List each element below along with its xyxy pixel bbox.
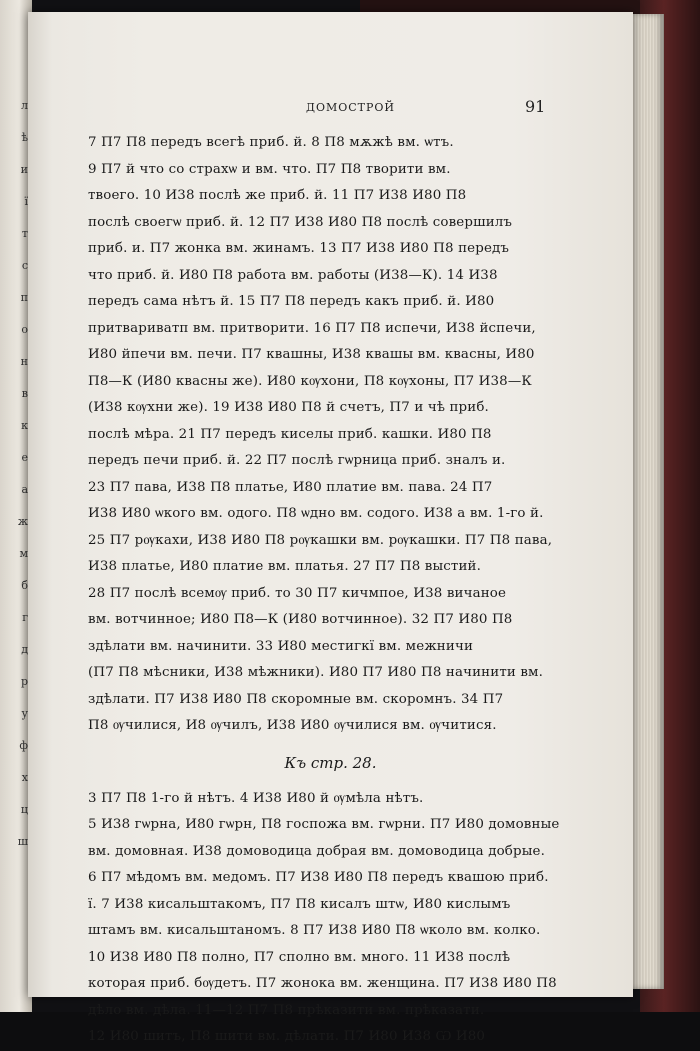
margin-fragment: у xyxy=(21,707,28,720)
margin-fragment: п xyxy=(20,291,28,304)
text-line: П8 ѹчилися, И8 ѹчилъ, И38 И80 ѹчилися вм. ѹчитися. xyxy=(88,718,497,733)
text-line: здѣлати вм. начинити. 33 И80 местигкї вм. межничи xyxy=(88,638,474,654)
text-line: твоего. 10 И38 послѣ же приб. й. 11 П7 И38 И80 П8 xyxy=(88,188,467,203)
margin-fragment: в xyxy=(21,387,28,400)
left-margin-fragments xyxy=(2,90,28,858)
text-line: вм. вотчинное; И80 П8—К (И80 вотчинное). 32 П7 И80 П8 xyxy=(88,612,513,627)
text-line: 10 И38 И80 П8 полно, П7 сполно вм. много. 11 И38 послѣ xyxy=(88,949,511,965)
running-head xyxy=(28,97,633,121)
text-line: И80 йпечи вм. печи. П7 квашны, И38 квашы вм. квасны, И80 xyxy=(88,347,535,362)
text-line: передъ печи приб. й. 22 П7 послѣ гѡрница приб. зналъ и. xyxy=(88,453,506,468)
text-line: 3 П7 П8 1-го й нѣтъ. 4 И38 И80 й ѹмѣла нѣтъ. xyxy=(88,790,424,806)
text-line: приб. и. П7 жонка вм. жинамъ. 13 П7 И38 И80 П8 передъ xyxy=(88,241,510,256)
text-line: (И38 кѹхни же). 19 И38 И80 П8 й счетъ, П7 и чѣ приб. xyxy=(88,400,489,415)
margin-fragment: р xyxy=(20,675,28,688)
apparatus-part-2 xyxy=(88,786,573,1051)
margin-fragment: ж xyxy=(17,515,28,528)
margin-fragment: д xyxy=(21,643,28,656)
margin-fragment: ф xyxy=(19,739,28,752)
margin-fragment: ѣ xyxy=(21,131,28,144)
margin-fragment: е xyxy=(21,451,28,464)
text-line: 5 И38 гѡрна, И80 гѡрн, П8 госпожа вм. гѡрни. П7 И80 домовные xyxy=(88,817,560,832)
text-line: передъ сама нѣтъ й. 15 П7 П8 передъ какъ приб. й. И80 xyxy=(88,294,495,309)
text-line: дѣло вм. дѣла. 11—12 П7 П8 прѣказити вм. прѣказати. xyxy=(88,1002,485,1018)
margin-fragment: х xyxy=(21,771,28,784)
margin-fragment: ї xyxy=(24,195,28,208)
text-block xyxy=(88,130,573,1051)
text-line: 7 П7 П8 передъ всегѣ приб. й. 8 П8 мѫжѣ вм. ѡтъ. xyxy=(88,135,454,150)
margin-fragment: н xyxy=(20,355,28,368)
margin-fragment: м xyxy=(19,547,28,560)
text-line: 23 П7 пава, И38 П8 платье, И80 платие вм. пава. 24 П7 xyxy=(88,479,493,495)
page-number: 91 xyxy=(525,97,546,116)
text-line: (П7 П8 мѣсники, И38 мѣжники). И80 П7 И80 П8 начинити вм. xyxy=(88,665,544,680)
text-line: что приб. й. И80 П8 работа вм. работы (И38—К). 14 И38 xyxy=(88,267,498,283)
margin-fragment: б xyxy=(21,579,28,592)
margin-fragment: т xyxy=(21,227,28,240)
text-line: П8—К (И80 квасны же). И80 кѹхони, П8 кѹхоны, П7 И38—К xyxy=(88,373,532,389)
text-line: 12 И80 шитъ, П8 шити вм. дѣлати. П7 И80 И38 Ѡ И80 xyxy=(88,1029,486,1044)
running-title: ДОМОСТРОЙ xyxy=(306,101,396,114)
margin-fragment: и xyxy=(20,163,28,176)
text-line: 9 П7 й что со страхѡ и вм. что. П7 П8 творити вм. xyxy=(88,161,451,177)
page-edges xyxy=(628,14,664,989)
text-line: 6 П7 мѣдомъ вм. медомъ. П7 И38 И80 П8 передъ квашою приб. xyxy=(88,870,549,885)
margin-fragment: ш xyxy=(17,835,28,848)
book-page xyxy=(28,12,633,1044)
text-line: И38 платье, И80 платие вм. платья. 27 П7 П8 выстий. xyxy=(88,559,482,574)
margin-fragment: с xyxy=(21,259,28,272)
text-line: которая приб. бѹдетъ. П7 жонока вм. женщина. П7 И38 И80 П8 xyxy=(88,976,557,991)
text-line: послѣ своегѡ приб. й. 12 П7 И38 И80 П8 послѣ совершилъ xyxy=(88,214,513,230)
text-line: вм. домовная. И38 домоводица добрая вм. домоводица добрые. xyxy=(88,843,546,859)
text-line: ї. 7 И38 кисальштакомъ, П7 П8 кисалъ штѡ, И80 кислымъ xyxy=(88,896,511,912)
text-line: И38 И80 ѡкого вм. одого. П8 ѡдно вм. содого. И38 а вм. 1-го й. xyxy=(88,506,544,521)
margin-fragment: к xyxy=(21,419,28,432)
section-heading: Къ стр. 28. xyxy=(284,753,377,772)
text-line: послѣ мѣра. 21 П7 передъ киселы приб. кашки. И80 П8 xyxy=(88,426,492,442)
text-line: здѣлати. П7 И38 И80 П8 скоромные вм. скоромнъ. 34 П7 xyxy=(88,691,504,707)
text-line: штамъ вм. кисальштаномъ. 8 П7 И38 И80 П8 ѡколо вм. колко. xyxy=(88,923,541,938)
text-line: притвариватп вм. притворити. 16 П7 П8 испечи, И38 йспечи, xyxy=(88,320,536,336)
text-line: 28 П7 послѣ всемѹ приб. то 30 П7 кичмпое, И38 вичаное xyxy=(88,585,507,601)
margin-fragment: а xyxy=(21,483,28,496)
margin-fragment: л xyxy=(21,99,28,112)
margin-fragment: г xyxy=(22,611,28,624)
margin-fragment: ц xyxy=(20,803,28,816)
apparatus-part-1 xyxy=(88,130,573,740)
text-line: 25 П7 рѹкахи, И38 И80 П8 рѹкашки вм. рѹкашки. П7 П8 пава, xyxy=(88,532,553,548)
margin-fragment: о xyxy=(21,323,28,336)
